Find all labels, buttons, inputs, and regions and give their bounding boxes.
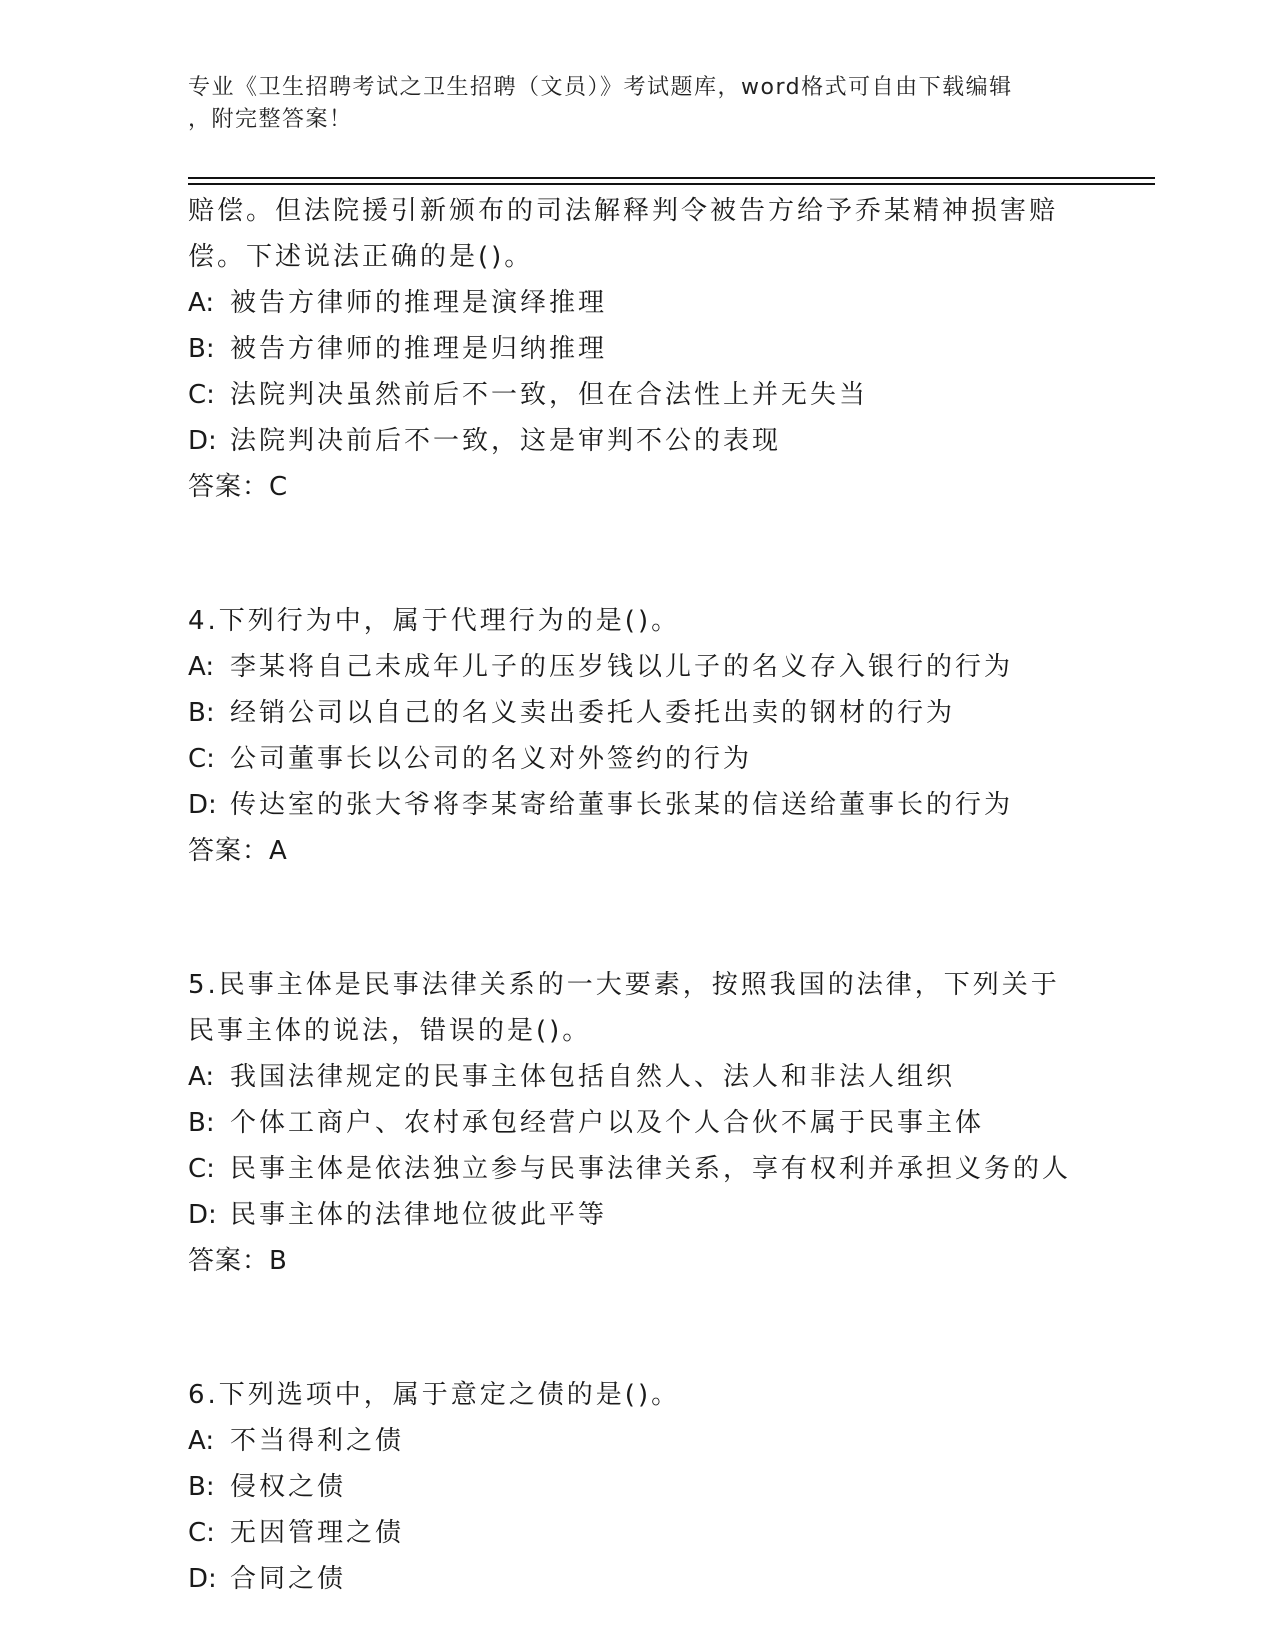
document-header bbox=[188, 72, 1068, 136]
option-b bbox=[188, 690, 1088, 736]
question-block-continued bbox=[188, 188, 1088, 510]
question-block-6 bbox=[188, 1372, 1088, 1602]
option-letter: A: bbox=[188, 1062, 215, 1092]
question-text-line: 赔偿。但法院援引新颁布的司法解释判令被告方给予乔某精神损害赔 bbox=[188, 196, 1059, 226]
option-text: 李某将自己未成年儿子的压岁钱以儿子的名义存入银行的行为 bbox=[230, 652, 1014, 682]
option-letter: C: bbox=[188, 1154, 215, 1184]
option-letter: B: bbox=[188, 334, 215, 364]
question-text-line: 4.下列行为中，属于代理行为的是()。 bbox=[188, 606, 681, 636]
question-text-line: 6.下列选项中，属于意定之债的是()。 bbox=[188, 1380, 681, 1410]
option-text: 民事主体是依法独立参与民事法律关系，享有权利并承担义务的人 bbox=[230, 1154, 1072, 1184]
option-letter: B: bbox=[188, 698, 215, 728]
question-text-line: 民事主体的说法，错误的是()。 bbox=[188, 1016, 592, 1046]
option-d bbox=[188, 1556, 1088, 1602]
answer-line: 答案：B bbox=[188, 1246, 288, 1276]
option-a bbox=[188, 280, 1088, 326]
option-text: 传达室的张大爷将李某寄给董事长张某的信送给董事长的行为 bbox=[230, 790, 1014, 820]
option-b bbox=[188, 1464, 1088, 1510]
option-letter: D: bbox=[188, 790, 217, 820]
answer-line: 答案：C bbox=[188, 472, 289, 502]
option-letter: B: bbox=[188, 1108, 215, 1138]
option-letter: C: bbox=[188, 380, 215, 410]
option-text: 法院判决虽然前后不一致，但在合法性上并无失当 bbox=[230, 380, 869, 410]
option-text: 民事主体的法律地位彼此平等 bbox=[230, 1200, 608, 1230]
header-rule-top bbox=[188, 177, 1155, 179]
option-b bbox=[188, 326, 1088, 372]
option-text: 侵权之债 bbox=[230, 1472, 347, 1502]
question-block-4 bbox=[188, 598, 1088, 874]
option-text: 我国法律规定的民事主体包括自然人、法人和非法人组织 bbox=[230, 1062, 956, 1092]
option-text: 法院判决前后不一致，这是审判不公的表现 bbox=[230, 426, 782, 456]
option-text: 被告方律师的推理是演绎推理 bbox=[230, 288, 608, 318]
question-block-5 bbox=[188, 962, 1088, 1284]
option-text: 不当得利之债 bbox=[230, 1426, 405, 1456]
option-letter: C: bbox=[188, 1518, 215, 1548]
question-content bbox=[188, 188, 1088, 1602]
option-letter: B: bbox=[188, 1472, 215, 1502]
option-a bbox=[188, 1054, 1088, 1100]
question-text-line: 偿。下述说法正确的是()。 bbox=[188, 242, 534, 272]
option-c bbox=[188, 372, 1088, 418]
option-b bbox=[188, 1100, 1088, 1146]
option-letter: A: bbox=[188, 652, 215, 682]
option-a bbox=[188, 644, 1088, 690]
option-letter: D: bbox=[188, 1200, 217, 1230]
option-letter: A: bbox=[188, 288, 215, 318]
option-d bbox=[188, 418, 1088, 464]
option-letter: D: bbox=[188, 1564, 217, 1594]
answer-line: 答案：A bbox=[188, 836, 288, 866]
header-line-2: ，附完整答案！ bbox=[188, 107, 353, 132]
option-c bbox=[188, 736, 1088, 782]
option-c bbox=[188, 1146, 1088, 1192]
option-d bbox=[188, 1192, 1088, 1238]
option-letter: C: bbox=[188, 744, 215, 774]
option-a bbox=[188, 1418, 1088, 1464]
header-rule-bottom bbox=[188, 183, 1155, 185]
option-letter: D: bbox=[188, 426, 217, 456]
option-c bbox=[188, 1510, 1088, 1556]
option-text: 合同之债 bbox=[230, 1564, 347, 1594]
option-text: 无因管理之债 bbox=[230, 1518, 405, 1548]
option-d bbox=[188, 782, 1088, 828]
option-text: 经销公司以自己的名义卖出委托人委托出卖的钢材的行为 bbox=[230, 698, 956, 728]
question-text-line: 5.民事主体是民事法律关系的一大要素，按照我国的法律，下列关于 bbox=[188, 970, 1060, 1000]
header-line-1: 专业《卫生招聘考试之卫生招聘（文员）》考试题库，word格式可自由下载编辑 bbox=[188, 75, 1013, 100]
option-text: 个体工商户、农村承包经营户以及个人合伙不属于民事主体 bbox=[230, 1108, 985, 1138]
option-text: 公司董事长以公司的名义对外签约的行为 bbox=[230, 744, 753, 774]
option-text: 被告方律师的推理是归纳推理 bbox=[230, 334, 608, 364]
option-letter: A: bbox=[188, 1426, 215, 1456]
